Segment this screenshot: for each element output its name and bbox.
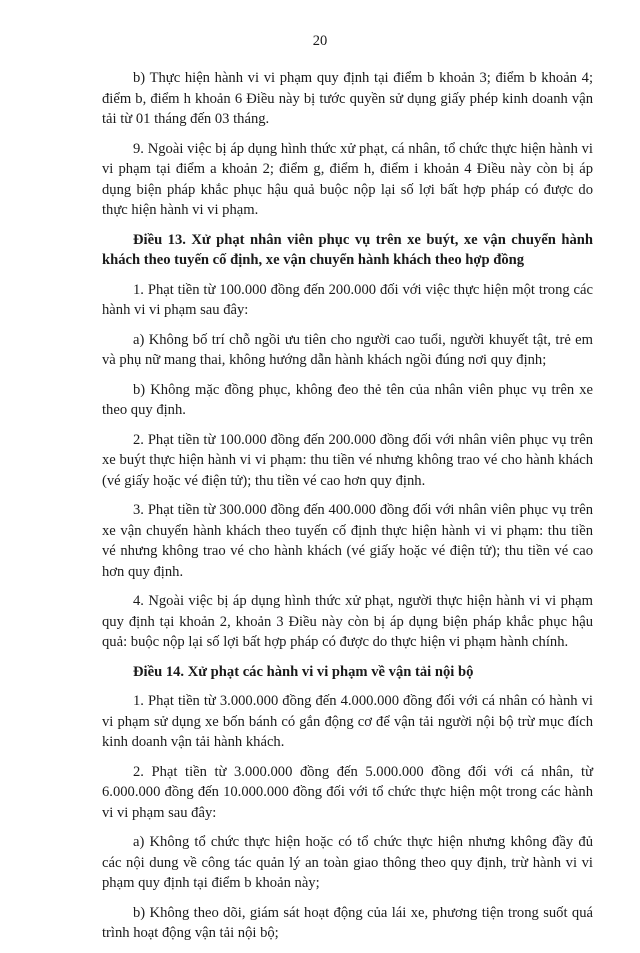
- clause-13-4: 4. Ngoài việc bị áp dụng hình thức xử phạt, người thực hiện hành vi vi phạm quy định tại khoản 2, khoản 3 Điều này còn bị áp dụng biện pháp khắc phục hậu quả: buộc nộp lại số lợi bất hợp pháp có được do thực hiện vi phạm hành chính.: [102, 593, 593, 650]
- clause-13-1: 1. Phạt tiền từ 100.000 đồng đến 200.000 đối với việc thực hiện một trong các hành vi vi phạm sau đây:: [102, 281, 593, 318]
- paragraph-8b: b) Thực hiện hành vi vi phạm quy định tại điểm b khoản 3; điểm b khoản 4; điểm b, điểm h khoản 6 Điều này bị tước quyền sử dụng giấy phép kinh doanh vận tải từ 01 tháng đến 03 tháng.: [102, 70, 593, 127]
- clause-14-1: 1. Phạt tiền từ 3.000.000 đồng đến 4.000.000 đồng đối với cá nhân có hành vi vi phạm sử dụng xe bốn bánh có gắn động cơ để vận tải người nội bộ trừ mục đích kinh doanh vận tải hành khách.: [102, 693, 593, 750]
- clause-13-1b: b) Không mặc đồng phục, không đeo thẻ tên của nhân viên phục vụ trên xe theo quy định.: [102, 381, 593, 418]
- clause-13-3: 3. Phạt tiền từ 300.000 đồng đến 400.000 đồng đối với nhân viên phục vụ trên xe vận chuyển hành khách theo tuyến cố định thực hiện hành vi vi phạm: thu tiền vé nhưng không trao vé cho hành khách (vé giấy hoặc vé điện tử); thu tiền vé cao hơn quy định.: [102, 502, 593, 580]
- clause-13-1a: a) Không bố trí chỗ ngồi ưu tiên cho người cao tuổi, người khuyết tật, trẻ em và phụ nữ mang thai, không hướng dẫn hành khách ngồi đúng nơi quy định;: [102, 331, 593, 368]
- clause-14-2a: a) Không tổ chức thực hiện hoặc có tổ chức thực hiện nhưng không đầy đủ các nội dung về công tác quản lý an toàn giao thông theo quy định, trừ hành vi vi phạm quy định tại điểm b khoản này;: [102, 834, 593, 891]
- clause-14-2: 2. Phạt tiền từ 3.000.000 đồng đến 5.000.000 đồng đối với cá nhân, từ 6.000.000 đồng đến 10.000.000 đồng đối với tổ chức thực hiện một trong các hành vi vi phạm sau đây:: [102, 763, 593, 821]
- clause-13-2: 2. Phạt tiền từ 100.000 đồng đến 200.000 đồng đối với nhân viên phục vụ trên xe buýt thực hiện hành vi vi phạm: thu tiền vé nhưng không trao vé cho hành khách (vé giấy hoặc vé điện tử); thu tiền vé cao hơn quy định.: [102, 431, 593, 489]
- document-body: [102, 68, 593, 953]
- article-14-heading: Điều 14. Xử phạt các hành vi vi phạm về vận tải nội bộ: [133, 663, 474, 680]
- clause-14-2b: b) Không theo dõi, giám sát hoạt động của lái xe, phương tiện trong suốt quá trình hoạt động vận tải nội bộ;: [102, 904, 593, 941]
- page-number: 20: [312, 33, 328, 49]
- paragraph-9: 9. Ngoài việc bị áp dụng hình thức xử phạt, cá nhân, tổ chức thực hiện hành vi vi phạm tại điểm a khoản 2; điểm g, điểm h, điểm i khoản 4 Điều này còn bị áp dụng biện pháp khắc phục hậu quả buộc nộp lại số lợi bất hợp pháp có được do thực hiện hành vi vi phạm.: [102, 140, 593, 218]
- article-13-heading: Điều 13. Xử phạt nhân viên phục vụ trên xe buýt, xe vận chuyển hành khách theo tuyến cố định, xe vận chuyển hành khách theo hợp đồng: [102, 231, 593, 268]
